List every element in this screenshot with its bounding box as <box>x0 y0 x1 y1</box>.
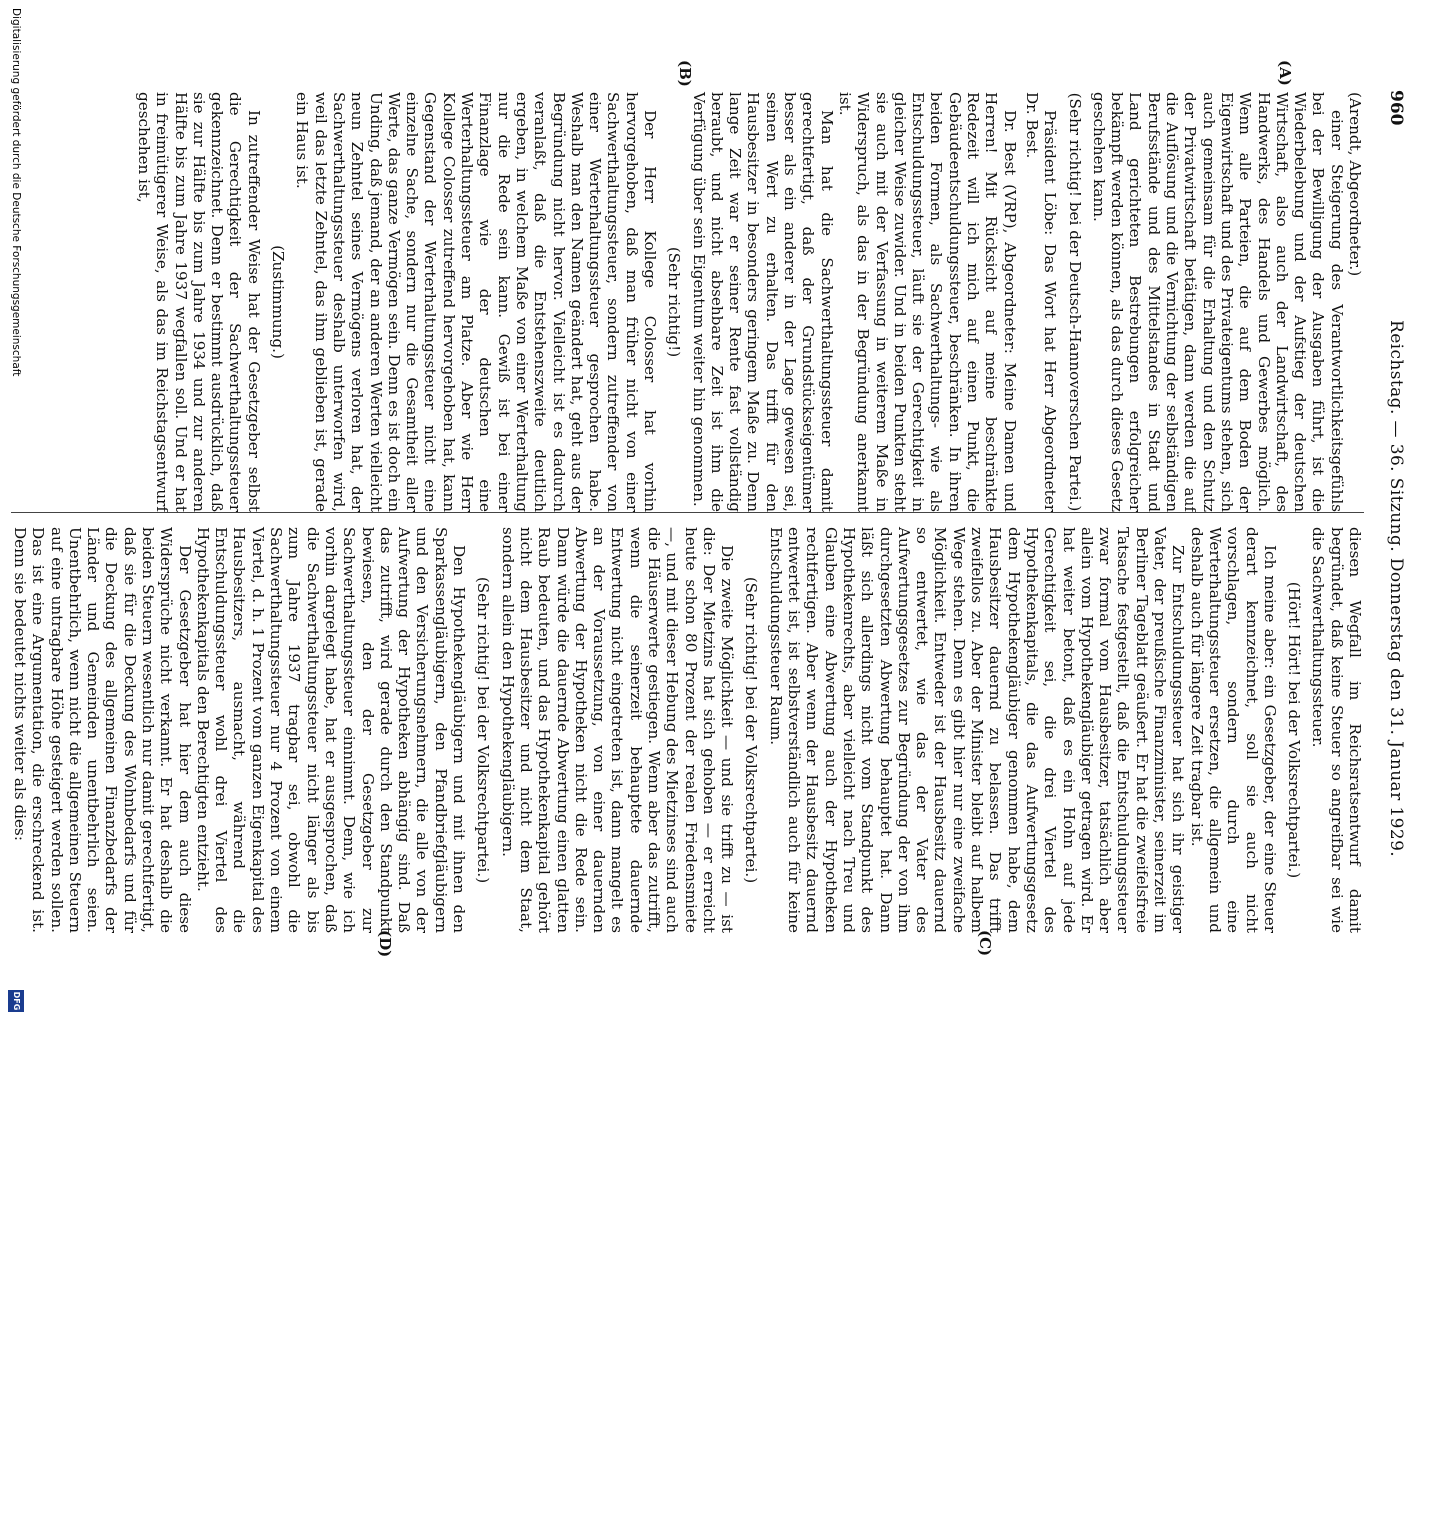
speaker-continuation: (Arendt, Abgeordneter.) <box>1346 92 1364 277</box>
paragraph: Die zweite Möglichkeit — und sie trifft zu — ist die: Der Mietzins hat sich gehoben — er erreicht heute schon 80 Prozent der realen Friedensmiete —, und mit dieser Hebung des Mietzinses sind auch die Häuserwerte gestiegen. Wenn aber das zutrifft, wenn die seinerzeit behauptete dauernde Entwertung nicht eingetreten ist, dann mangelt es an der Voraussetzung, von einer dauernden Abwertung der Hypotheken nicht die Rede sein. Dann würde die dauernde Abwertung einen glatten Raub bedeuten, und das Hypothekenkapital gehört nicht dem Hausbesitzer und nicht dem Staat, sondern allein den Hypothekengläubigern. <box>498 527 737 933</box>
right-column <box>11 512 1364 933</box>
margin-mark-b: (B) <box>676 60 694 87</box>
paragraph: Man hat die Sachwerthaltungssteuer damit gerechtfertigt, daß der Grundstückseigentümer besser als ein anderer in der Lage gewesen sei, seinen Wert zu erhalten. Das trifft für den Hausbesitzer in besonders geringem Maße zu. Denn lange Zeit war er seiner Rente fast vollständig beraubt, und nicht absehbare Zeit ist ihm die Verfügung über sein Eigentum weiter hin genommen. <box>689 92 836 512</box>
paragraph: einer Steigerung des Verantwortlichkeitsgefühls bei der Bewilligung der Ausgaben führt, ist die Wiederbelebung und der Aufstieg der deutschen Wirtschaft, also auch der Landwirtschaft, des Handwerks, des Handels und Gewerbes möglich. Wenn alle Parteien, die auf dem Boden der Eigenwirtschaft und des Privateigentums stehen, sich auch gemeinsam für die Erhaltung und den Schutz der Privatwirtschaft betätigen, dann werden die auf die Auflösung und die Vernichtung der selbständigen Berufsstände und des Mittelstandes in Stadt und Land gerichteten Bestrebungen erfolgreicher bekämpft werden können, als das durch dieses Gesetz geschehen kann. <box>1089 92 1346 512</box>
president-statement: Präsident Löbe: Das Wort hat Herr Abgeordneter Dr. Best. <box>1022 92 1060 512</box>
margin-mark-d: (D) <box>376 930 394 958</box>
paragraph: Ich meine aber: ein Gesetzgeber, der eine Steuer derart kennzeichnet, soll sie auch nicht vorschlagen, sondern durch eine Werterhaltungssteuer ersetzen, die allgemein und deshalb auch für längere Zeit tragbar ist. <box>1187 527 1279 933</box>
paragraph: Den Hypothekengläubigern und mit ihnen den Sparkassengläubigern, den Pfandbriefgläubigern und den Versicherungsnehmern, die alle von der Aufwertung der Hypotheken abhängig sind. Daß das zutrifft, wird gerade durch den Standpunkt bewiesen, den der Gesetzgeber zur Sachwerthaltungssteuer einnimmt. Denn, wie ich vorhin dargelegt habe, hat er ausgesprochen, daß die Sachwerthaltungssteuer nicht länger als bis zum Jahre 1937 tragbar sei, obwohl die Sachwerthaltungssteuer nur 4 Prozent von einem Viertel, d. h. 1 Prozent vom ganzen Eigenkapital des Hausbesitzers, ausmacht, während die Entschuldungssteuer wohl drei Viertel des Hypothekenkapitals den Berechtigten entzieht. <box>193 527 469 933</box>
dfg-logo: DFG <box>8 990 24 1012</box>
paragraph: Zur Entschuldungssteuer hat sich ihr geistiger Vater, der preußische Finanzminister, seinerzeit im Berliner Tageblatt geäußert. Er hat die zweifelsfreie Tatsache festgestellt, daß die Entschuldungssteuer zwar formal vom Hausbesitzer, tatsächlich aber allein vom Hypothekengläubiger getragen wird. Er hat weiter betont, daß es ein Hohn auf jede Gerechtigkeit sei, die drei Viertel des Hypothekenkapitals, die das Aufwertungsgesetz dem Hypothekengläubiger genommen habe, dem Hausbesitzer dauernd zu belassen. Das trifft zweifellos zu. Aber der Minister bleibt auf halbem Wege stehen. Denn es gibt hier nur eine zweifache Möglichkeit. Entweder ist der Hausbesitz dauernd so entwertet, wie das der Vater des Aufwertungsgesetzes zur Begründung der von ihm durchgesetzten Abwertung behauptet hat. Dann läßt sich allerdings nicht vom Standpunkt des Hypothekenrechts, aber vielleicht nach Treu und Glauben eine Abwertung auch der Hypotheken rechtfertigen. Aber wenn der Hausbesitz dauernd entwertet ist, ist selbstverständlich auch für keine Entschuldungssteuer Raum. <box>766 527 1188 933</box>
digitization-credit: Digitalisierung gefördert durch die Deutsche Forschungsgemeinschaft <box>10 8 22 377</box>
paragraph: Dr. Best (VRP), Abgeordneter: Meine Damen und Herren! Mit Rücksicht auf meine beschränkte Redezeit will ich mich auf einen Punkt, die Gebäudeentschuldungssteuer, beschränken. In ihren beiden Formen, als Sachwerthaltungs- wie als Entschuldungssteuer, läuft sie der Gerechtigkeit in gleicher Weise zuwider. Und in beiden Punkten steht sie auch mit der Verfassung in weiterem Maße in Widerspruch, als das in der Begründung anerkannt ist. <box>835 92 1019 512</box>
margin-mark-a: (A) <box>1276 60 1294 86</box>
page-title: Reichstag. — 36. Sitzung. Donnerstag den 31. Januar 1929. <box>1386 320 1406 858</box>
interjection: (Sehr richtig! bei der Volksrechtpartei.) <box>474 576 493 884</box>
page-number: 960 <box>1386 90 1406 126</box>
paragraph: In zutreffender Weise hat der Gesetzgeber selbst die Gerechtigkeit der Sachwerthaltungssteuer gekennzeichnet. Denn er bestimmt ausdrücklich, daß sie zur Hälfte bis zum Jahre 1934 und zur anderen Hälfte bis zum Jahre 1937 wegfallen soll. Und er hat in freimütigerer Weise, als das im Reichstagsentwurf geschehen ist, <box>135 92 263 512</box>
margin-mark-c: (C) <box>976 930 994 957</box>
interjection: (Sehr richtig! bei der Volksrechtpartei.) <box>742 576 761 884</box>
digitization-footer <box>4 0 24 1011</box>
interjection: (Hört! Hört! bei der Volksrechtpartei.) <box>1285 581 1304 879</box>
page-header <box>1366 90 1406 1540</box>
interjection: (Zustimmung.) <box>269 245 288 359</box>
left-column <box>135 92 1364 512</box>
paragraph: Der Gesetzgeber hat hier dem auch diese Widersprüche nicht verkannt. Er hat deshalb die beiden Steuern wesentlich nur damit gerechtfertigt, daß sie für die Deckung des Wohnbedarfs und für die Deckung des allgemeinen Finanzbedarfs der Länder und Gemeinden unentbehrlich seien. Unentbehrlich, wenn nicht die allgemeinen Steuern auf eine untragbare Höhe gesteigert werden sollen. Das ist eine Argumentation, die erschreckend ist. Denn sie bedeutet nichts weiter als dies: <box>10 527 194 933</box>
interjection: (Sehr richtig! bei der Deutsch-Hannoverschen Partei.) <box>1065 92 1084 512</box>
interjection: (Sehr richtig!) <box>665 246 684 358</box>
paragraph: Der Herr Kollege Colosser hat vorhin hervorgehoben, daß man früher nicht von einer Sachwerthaltungssteuer, sondern zutreffender von einer Werterhaltungssteuer gesprochen habe. Weshalb man den Namen geändert hat, geht aus der Begründung nicht hervor. Vielleicht ist es dadurch veranlaßt, daß die Entstehenszweite deutlich ergeben, in welchem Maße von einer Werterhaltung nur die Rede sein kann. Gewiß ist bei einer Finanzlage wie der deutschen eine Werterhaltungssteuer am Platze. Aber wie Herr Kollege Colosser zutreffend hervorgehoben hat, kann Gegenstand der Werterhaltungssteuer nicht eine einzelne Sache, sondern nur die Gesamtheit aller Werte, das ganze Vermögen sein. Denn es ist doch ein Unding, daß jemand, der an anderen Werten vielleicht neun Zehntel seines Vermögens verloren hat, der Sachwerthaltungssteuer deshalb unterworfen wird, weil das letzte Zehntel, das ihm geblieben ist, gerade ein Haus ist. <box>293 92 660 512</box>
paragraph: diesen Wegfall im Reichsratsentwurf damit begründet, daß keine Steuer so angreifbar sei wie die Sachwerthaltungssteuer. <box>1309 527 1364 933</box>
